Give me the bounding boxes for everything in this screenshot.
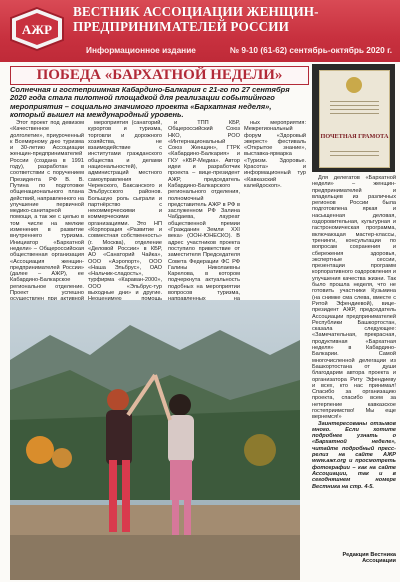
- column-text: ных мероприятия: Межрегиональный форум «Здоровый эверест» фестиваль «Открытое знание», выставка-ярмарка «Туризм. Здоровье. Красота» и информационный тур «Кавказский калейдоскоп».: [244, 120, 306, 189]
- article-column-5: [312, 175, 396, 490]
- divider: [330, 109, 379, 110]
- publication-type: Информационное издание: [86, 45, 196, 55]
- call-to-action: Заинтересованы отзывов много. Если хотите подробнее узнать о «Бархатной неделе», читайте подробный пресс-релиз на сайте АЖР www.aжr.org и просмотреть фотографии – как на сайте Ассоциации, так и в сегодняшнем номере Вестника на стр. 4-5.: [312, 420, 396, 490]
- article-lead: Солнечная и гостеприимная Кабардино-Балкария с 21-го по 27 сентября 2020 года стала пилотной площадкой для реализации событийного мероприятия – социально значимого проекта «Бархатная неделя», который вышел на международный уровень.: [10, 85, 290, 120]
- divider: [330, 151, 379, 152]
- emblem-icon: [346, 77, 362, 93]
- issue-number: № 9-10 (61-62) сентябрь-октябрь 2020 г.: [229, 45, 392, 55]
- column-text: Этот проект под девизом «Качественное долголетие», приуроченный к Всемирному дню туризма и 30-летию Ассоциации женщин-предпринимателей России (создана в 1991 году), разработан в соответствии с поручением Президента РФ В. В. Путина по подготовке общенационального плана действий, направленного на улучшение первичной медико-санитарной помощи, а так же с целью в том числе на мелкие изменения в развитие внутреннего туризма. Инициатор «Бархатной недели» – Общероссийская общественная организация «Ассоциация женщин-предпринимателей России» (далее – АЖР), ее Кабардино-Балкарское региональное отделение. Проект успешно: [10, 120, 84, 297]
- masthead: [0, 0, 400, 62]
- certificate-title: ПОЧЕТНАЯ ГРАМОТА: [320, 133, 389, 140]
- event-photo: [10, 300, 300, 580]
- divider: [330, 101, 379, 102]
- article-column-4: [244, 120, 306, 189]
- divider: [330, 113, 379, 114]
- article-headline: ПОБЕДА «БАРХАТНОЙ НЕДЕЛИ»: [10, 66, 309, 85]
- divider: [330, 155, 379, 156]
- certificate-paper: [319, 70, 390, 168]
- column-text: и ТПП КБР, Общероссийский Союз НКО, РОО «Интернациональный Союз Женщин», ГТРК «Кабардино-Балкария» и ГКУ «КБР-Медиа». Автор идеи и разработчик проекта – вице-президент АЖР, председатель Кабардино-Балкарского регионального отделения, полномочный представитель АЖР в РФ в заслуженном РФ Залина Чабдаева, лауреат общественной премии «Гражданин Земли XXI века» (ООН-ЮНЕСКО). В адрес участников проекта поступило приветствие от заместителя Председателя Совета Федерации ФС РФ Галины Николаевны Карелова, в котором подчеркнута актуальность подобных на мероприятии вопросов туризма,: [168, 120, 240, 297]
- photo-illustration: [10, 300, 300, 580]
- masthead-title: ВЕСТНИК АССОЦИАЦИИ ЖЕНЩИН-ПРЕДПРИНИМАТЕЛЕЙ РОССИИ: [73, 4, 319, 34]
- column-text: Для делегатов «Бархатной недели» – женщин-предпринимателей и владельцев из различных регионов России была подготовлена яркая и насыщенная деловая, оздоровительная, культурная и гастрономическая программа, включающая мастер-классы, тренинги, консультации по вопросам сохранения и сбережения здоровья, экспертные сессии, презентации программ корпоративного оздоровления и улучшения качества жизни. Так было прошла неделя, что не готовить участники Кузьмина (на снимке сма слева, вместе с Ритой Эфендиевой), вице-президент АЖР, председатель Ассоциации предпринимателей Республики Башкортостан, сказала следующее: «Замечательная, прекрасная, продуктивная «Бархатная неделя» в Кабардино-Балкарии. Самой многочисленной делегации из Башкортостана от души благодарим автора проекта и организатора Риту Эфендиеву и всех, кто нас принимал! Спасибо за организацию проекта, спасибо всем за нетерпение кавказское гостеприимство! Мы еще вернемся!»: [312, 175, 396, 421]
- certificate-photo: [312, 64, 395, 172]
- association-logo: [7, 6, 67, 52]
- logo-text: АЖР: [21, 22, 53, 37]
- column-text: мероприятия (санаторий, курортов и туризма, торговли и дорожного хозяйства, не взаимодействие с институтами гражданского общества и делами национальностей), администраций местного самоуправления Черекского, Баксанского и Эльбрусского районов. Большую роль сыграли и партнёрство с некоммерческими и коммерческими организациями. Это НП «Корпорация «Развитие и совместная собственность» (г. Москва), отделение «Деловой России» в КБР, АО «Санаторий Чайка», ООО «Аэропорт», ООО «Наша Эльбрус», ОАО «Нальчик-сладость», турфирма «Караван-2000», ООО «Эльбрус-тур выходные дни» и другие.: [88, 120, 162, 297]
- divider: [330, 105, 379, 106]
- signature: Редакция Вестника Ассоциации: [342, 552, 396, 564]
